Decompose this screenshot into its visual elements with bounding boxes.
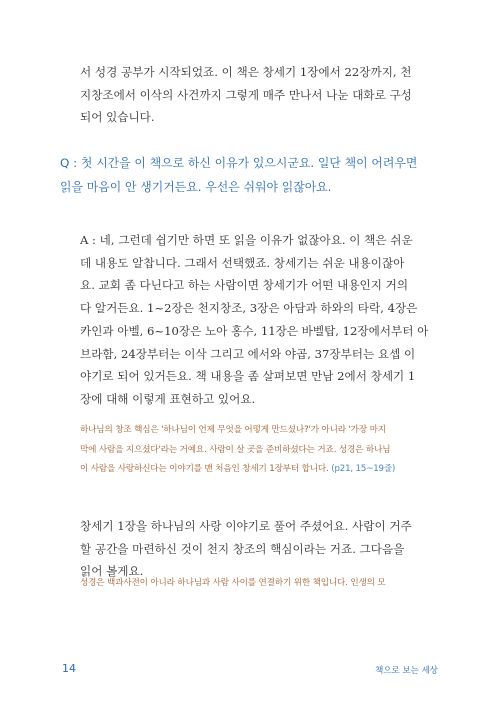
quote-text: 이 사람을 사랑하신다는 이야기를 맨 처음인 창세기 1장부터 합니다.	[80, 464, 329, 474]
interview-answer	[80, 229, 430, 411]
answer-line: 브라함, 24장부터는 이삭 그리고 에서와 야곱, 37장부터는 요셉 이	[80, 346, 416, 361]
text-line: 읽어 볼게요.	[80, 564, 144, 579]
quote-citation: (p21, 15~19줄)	[331, 464, 396, 474]
answer-line: A : 네, 그런데 쉽기만 하면 또 읽을 이유가 없잖아요. 이 책은 쉬운	[80, 233, 413, 247]
running-footer-title: 책으로 보는 세상	[375, 666, 438, 676]
text-line: 되어 있습니다.	[80, 110, 155, 125]
text-line: 창세기 1장을 하나님의 사랑 이야기로 풀어 주셨어요. 사람이 거주	[80, 519, 412, 533]
question-line: 읽을 마음이 안 생기거든요. 우선은 쉬워야 읽잖아요.	[60, 180, 332, 194]
paragraph-comment	[80, 515, 430, 583]
question-line: Q : 첫 시간을 이 책으로 하신 이유가 있으시군요. 일단 책이 어려우면	[60, 156, 418, 170]
answer-line: 데 내용도 알찹니다. 그래서 선택했죠. 창세기는 쉬운 내용이잖아	[80, 255, 405, 270]
quote-line: 성경은 백과사전이 아니라 하나님과 사람 사이를 연결하기 위한 책입니다. 인생의 모	[80, 578, 386, 588]
paragraph-intro	[80, 61, 430, 129]
text-line: 서 성경 공부가 시작되었죠. 이 책은 창세기 1장에서 22장까지, 천	[80, 65, 412, 79]
answer-line: 카인과 아벨, 6~10장은 노아 홍수, 11장은 바벨탑, 12장에서부터 아	[80, 323, 429, 338]
quote-line: 막에 사람을 지으셨다'라는 거예요. 사람이 살 곳을 준비하셨다는 거죠. 성경은 하나님	[80, 444, 391, 455]
book-quote	[80, 574, 430, 594]
answer-line: 야기로 되어 있거든요. 책 내용을 좀 살펴보면 만남 2에서 창세기 1	[80, 369, 416, 384]
text-line: 할 공간을 마련하신 것이 천지 창조의 핵심이라는 거죠. 그다음을	[80, 541, 405, 556]
answer-line: 장에 대해 이렇게 표현하고 있어요.	[80, 391, 256, 406]
answer-line: 다 알거든요. 1~2장은 천지창조, 3장은 아담과 하와의 타락, 4장은	[80, 301, 418, 316]
interview-question	[60, 151, 430, 199]
quote-line	[80, 460, 430, 480]
text-line: 지창조에서 이삭의 사건까지 그렇게 매주 만나서 나눈 대화로 구성	[80, 87, 412, 102]
quote-line: 하나님의 창조 핵심은 '하나님이 언제 무엇을 어떻게 만드셨나?'가 아니라 '가장 마지	[80, 425, 386, 435]
answer-line: 요. 교회 좀 다닌다고 하는 사람이면 창세기가 어떤 내용인지 거의	[80, 278, 409, 293]
page-number: 14	[62, 662, 76, 675]
book-quote	[80, 421, 430, 480]
